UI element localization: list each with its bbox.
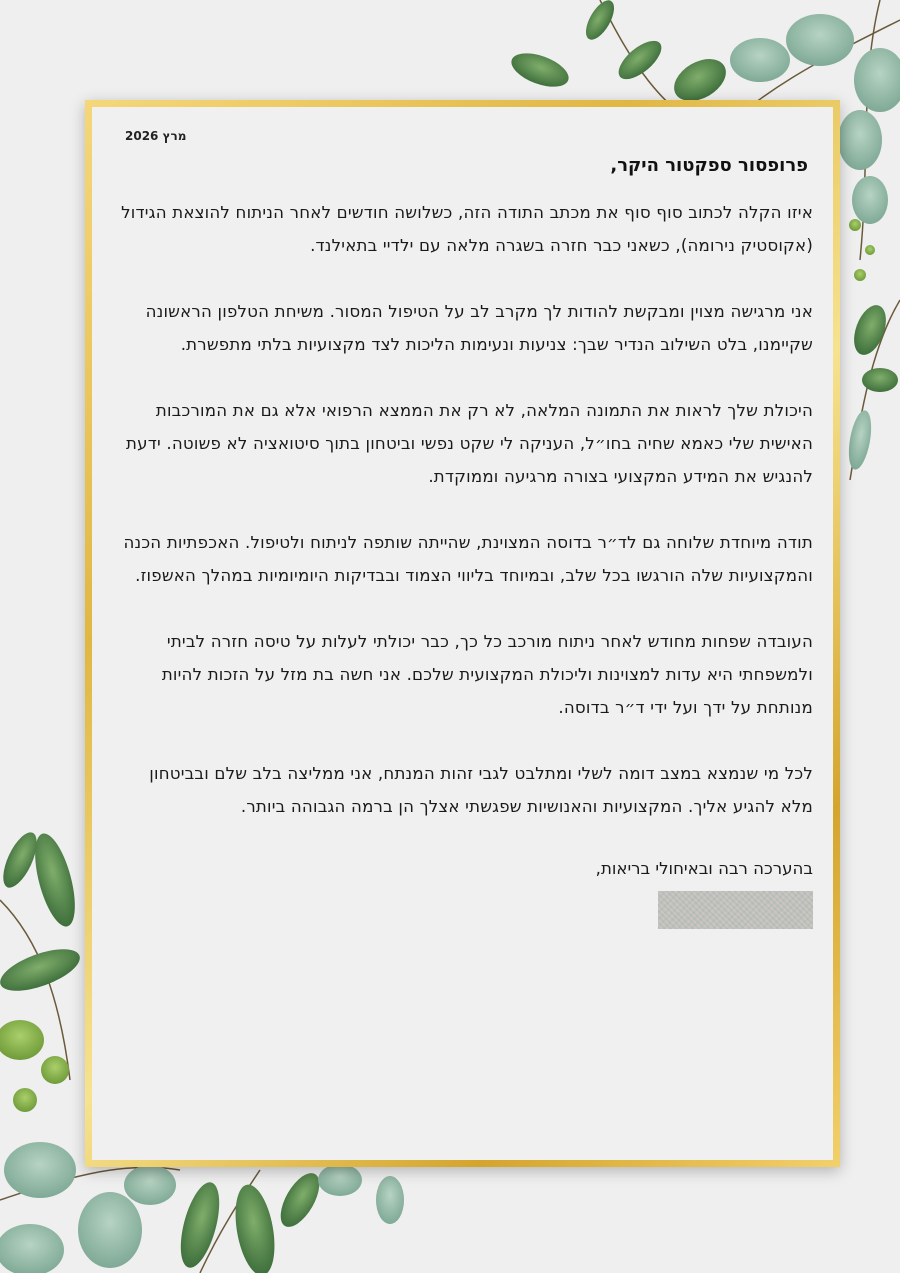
letter-body xyxy=(114,196,813,823)
letter-greeting: פרופסור ספקטור היקר, xyxy=(610,155,808,176)
redacted-signature xyxy=(658,891,813,929)
paragraph-5: העובדה שפחות מחודש לאחר ניתוח מורכב כל כך, כבר יכולתי לעלות על טיסה חזרה לביתי ולמשפחתי היא עדות למצוינות וליכולת המקצועית שלכם. אני חשה בת מזל על הזכות להיות מנותחת על ידך ועל ידי ד״ר בדוסה. xyxy=(161,632,813,717)
gold-frame xyxy=(85,100,840,1167)
letter-paper xyxy=(92,107,833,1160)
paragraph-3: היכולת שלך לראות את התמונה המלאה, לא רק את הממצא הרפואי אלא גם את המורכבות האישית שלי כאמא שחיה בחו״ל, העניקה לי שקט נפשי וביטחון בתוך סיטואציה לא פשוטה. ידעת להנגיש את המידע המקצועי בצורה מרגיעה וממוקדת. xyxy=(126,401,813,486)
paragraph-1: איזו הקלה לכתוב סוף סוף את מכתב התודה הזה, כשלושה חודשים לאחר הניתוח להוצאת הגידול (אקוסטיק נירומה), כשאני כבר חזרה בשגרה מלאה עם ילדיי בתאילנד. xyxy=(121,203,813,255)
letter-date: מרץ 2026 xyxy=(125,129,187,143)
paragraph-6: לכל מי שנמצא במצב דומה לשלי ומתלבט לגבי זהות המנתח, אני ממליצה בלב שלם ובביטחון מלא להגיע אליך. המקצועיות והאנושיות שפגשתי אצלך הן ברמה הגבוהה ביותר. xyxy=(149,764,813,816)
paragraph-4: תודה מיוחדת שלוחה גם לד״ר בדוסה המצוינת, שהייתה שותפה לניתוח ולטיפול. האכפתיות הכנה והמקצועיות שלה הורגשו בכל שלב, ובמיוחד בליווי הצמוד ובבדיקות היומיומיות במהלך האשפוז. xyxy=(123,533,813,585)
paragraph-2: אני מרגישה מצוין ומבקשת להודות לך מקרב לב על הטיפול המסור. משיחת הטלפון הראשונה שקיימנו, בלט השילוב הנדיר שבך: צניעות ונעימות הליכות לצד מקצועיות בלתי מתפשרת. xyxy=(145,302,813,354)
letter-closing: בהערכה רבה ובאיחולי בריאות, xyxy=(595,859,813,878)
